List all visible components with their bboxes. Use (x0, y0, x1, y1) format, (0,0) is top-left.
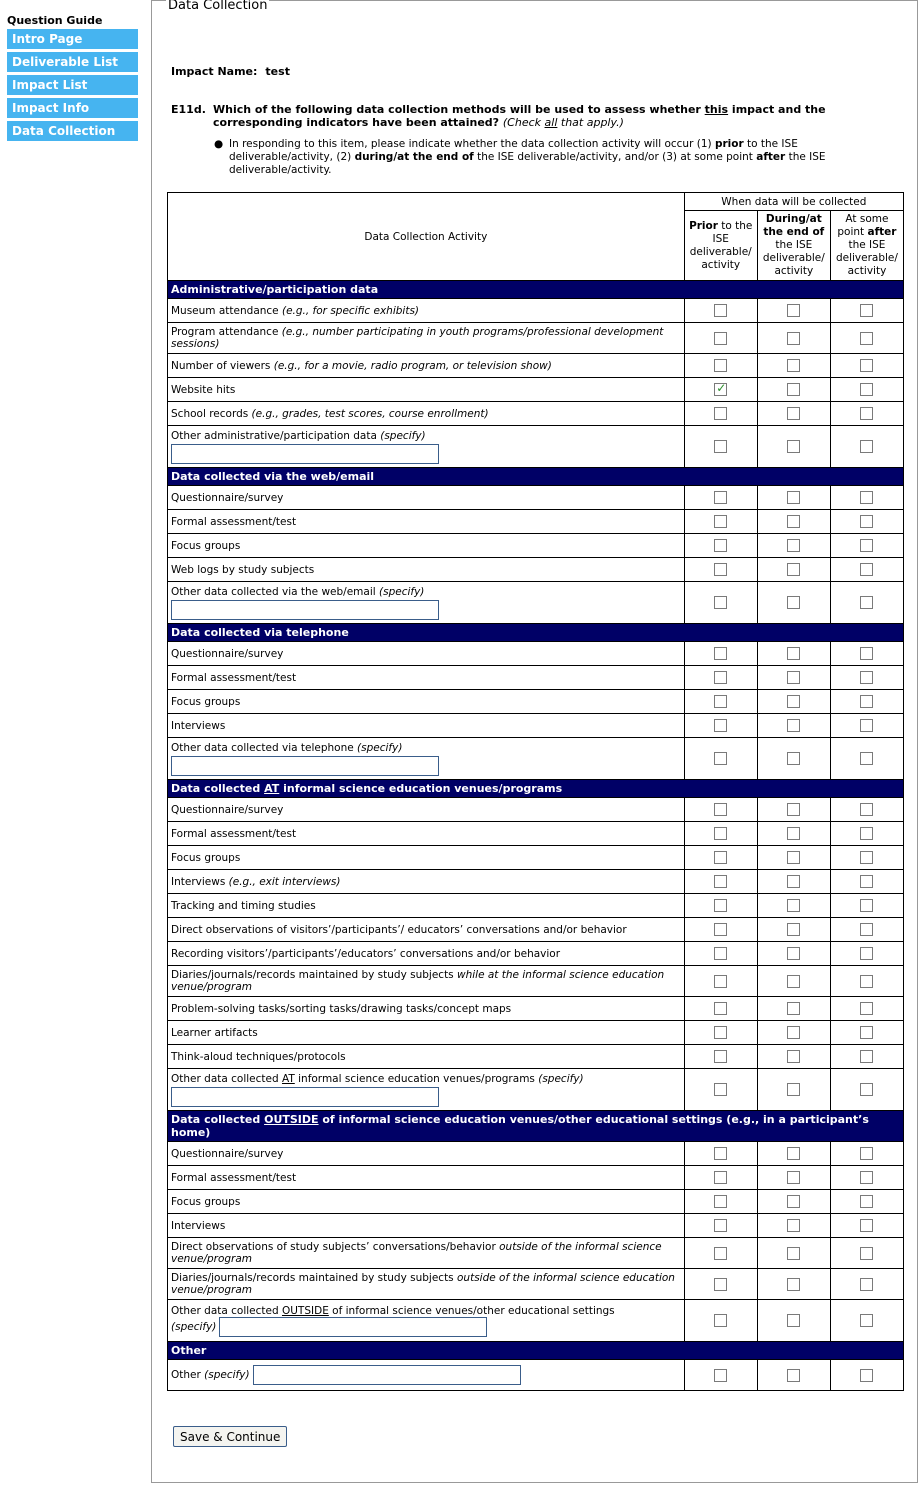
label-main: Other data collected via telephone (171, 741, 358, 754)
section-title-at-venues (168, 780, 904, 798)
prior-checkbox[interactable] (714, 1314, 727, 1327)
prior-checkbox[interactable] (714, 647, 727, 660)
impact-name-value: test (265, 65, 290, 78)
title-post: informal science education venues/programs (279, 782, 563, 795)
question-text-post: impact and the corresponding indicators have been attained? (213, 103, 826, 129)
row-label (168, 299, 685, 323)
label-post: informal science education venues/programs (294, 1072, 539, 1085)
data-collection-table (167, 192, 904, 1391)
during-checkbox[interactable] (787, 1369, 800, 1382)
prior-checkbox[interactable] (714, 947, 727, 960)
label-em: (e.g., for specific exhibits) (281, 304, 420, 317)
title-emphasis: OUTSIDE (264, 1113, 319, 1126)
during-checkbox[interactable] (787, 947, 800, 960)
label-em: (specify) (379, 585, 425, 598)
row-label (168, 1300, 685, 1342)
after-bold: after (867, 226, 897, 238)
prior-rest: to the ISE deliverable/ activity (689, 219, 753, 271)
after-checkbox[interactable] (860, 923, 873, 936)
label-em: (e.g., exit interviews) (228, 875, 341, 888)
during-checkbox[interactable] (787, 719, 800, 732)
row-label (168, 1360, 685, 1391)
prior-checkbox[interactable] (714, 1195, 727, 1208)
prior-checkbox[interactable] (714, 515, 727, 528)
prior-checkbox[interactable] (714, 875, 727, 888)
table-row (168, 666, 904, 690)
during-checkbox[interactable] (787, 875, 800, 888)
bullet-dot-icon: ● (214, 138, 224, 150)
label-em: (e.g., for a movie, radio program, or television show) (273, 359, 552, 372)
after-checkbox[interactable] (860, 671, 873, 684)
table-row (168, 642, 904, 666)
table-row (168, 1238, 904, 1269)
prior-checkbox[interactable] (714, 563, 727, 576)
prior-checkbox[interactable] (714, 1026, 727, 1039)
after-checkbox[interactable] (860, 899, 873, 912)
prior-checkbox[interactable] (714, 1247, 727, 1260)
after-checkbox[interactable] (860, 383, 873, 396)
nav-impact-list[interactable]: Impact List (7, 75, 138, 95)
row-label: Questionnaire/survey (168, 642, 685, 666)
table-row (168, 1021, 904, 1045)
after-checkbox[interactable] (860, 596, 873, 609)
nav-data-collection[interactable]: Data Collection (7, 121, 138, 141)
label-main: Diaries/journals/records maintained by study subjects (171, 969, 457, 981)
during-column-header (757, 211, 830, 281)
row-label: Formal assessment/test (168, 666, 685, 690)
nav-impact-info[interactable]: Impact Info (7, 98, 138, 118)
table-row (168, 714, 904, 738)
table-row (168, 1190, 904, 1214)
section-header-outside-venues (168, 1111, 904, 1142)
after-checkbox[interactable] (860, 1083, 873, 1096)
after-checkbox[interactable] (860, 332, 873, 345)
after-checkbox[interactable] (860, 695, 873, 708)
row-label: Questionnaire/survey (168, 1142, 685, 1166)
row-label (168, 426, 685, 468)
specify-input[interactable] (171, 444, 439, 464)
table-row (168, 426, 904, 468)
instr-bold2: during/at the end of (354, 151, 474, 163)
section-header-other (168, 1342, 904, 1360)
label-em: (e.g., grades, test scores, course enrollment) (251, 407, 489, 420)
row-label: Formal assessment/test (168, 510, 685, 534)
label-pre: Other data collected (171, 1072, 282, 1085)
after-checkbox[interactable] (860, 407, 873, 420)
during-checkbox[interactable] (787, 1147, 800, 1160)
specify-input[interactable] (171, 600, 439, 620)
impact-name (171, 65, 290, 78)
table-row (168, 1214, 904, 1238)
table-row (168, 1069, 904, 1111)
during-checkbox[interactable] (787, 1002, 800, 1015)
row-label (168, 378, 685, 402)
prior-checkbox[interactable] (714, 1369, 727, 1382)
row-label (168, 870, 685, 894)
prior-checkbox[interactable] (714, 304, 727, 317)
section-title-other: Other (168, 1342, 904, 1360)
during-checkbox[interactable] (787, 1219, 800, 1232)
during-checkbox[interactable] (787, 647, 800, 660)
table-row (168, 798, 904, 822)
section-title-web: Data collected via the web/email (168, 468, 904, 486)
after-checkbox[interactable] (860, 752, 873, 765)
label-pre: Other data collected (171, 1304, 282, 1317)
prior-checkbox[interactable] (714, 1278, 727, 1291)
during-checkbox[interactable] (787, 1195, 800, 1208)
row-label: Web logs by study subjects (168, 558, 685, 582)
prior-checkbox[interactable] (714, 1171, 727, 1184)
after-column-header (830, 211, 903, 281)
after-checkbox[interactable] (860, 515, 873, 528)
question-text-emphasis: this (704, 103, 729, 116)
during-bold: During/at the end of (763, 213, 825, 238)
label-em: (e.g., number participating in youth programs/professional development sessions) (171, 326, 664, 350)
after-checkbox[interactable] (860, 440, 873, 453)
label-em: (specify) (171, 1320, 217, 1333)
label-em: while at the informal science education venue/program (171, 969, 665, 993)
row-label: Focus groups (168, 534, 685, 558)
during-checkbox[interactable] (787, 304, 800, 317)
table-row (168, 1166, 904, 1190)
nav-deliverable-list[interactable]: Deliverable List (7, 52, 138, 72)
row-label (168, 738, 685, 780)
during-checkbox[interactable] (787, 596, 800, 609)
row-label (168, 1069, 685, 1111)
after-checkbox[interactable] (860, 1219, 873, 1232)
title-pre: Data collected (171, 1113, 265, 1126)
label-main: Other administrative/participation data (171, 429, 381, 442)
during-checkbox[interactable] (787, 332, 800, 345)
prior-checkbox[interactable] (714, 1083, 727, 1096)
row-label (168, 966, 685, 997)
after-checkbox[interactable] (860, 851, 873, 864)
table-row (168, 690, 904, 714)
row-label: Questionnaire/survey (168, 486, 685, 510)
prior-checkbox[interactable] (714, 491, 727, 504)
during-checkbox[interactable] (787, 1050, 800, 1063)
during-checkbox[interactable] (787, 407, 800, 420)
specify-input[interactable] (219, 1317, 487, 1337)
during-checkbox[interactable] (787, 1247, 800, 1260)
during-checkbox[interactable] (787, 539, 800, 552)
row-label: Direct observations of visitors’/participants’/ educators’ conversations and/or behavior (168, 918, 685, 942)
section-title-admin: Administrative/participation data (168, 281, 904, 299)
during-rest: the ISE deliverable/ activity (762, 239, 825, 277)
during-checkbox[interactable] (787, 899, 800, 912)
table-row (168, 822, 904, 846)
table-row (168, 966, 904, 997)
table-row (168, 1360, 904, 1391)
sidebar-title: Question Guide (7, 14, 103, 27)
label-main: Other data collected via the web/email (171, 585, 380, 598)
note-emphasis: all (544, 116, 558, 129)
row-label: Interviews (168, 1214, 685, 1238)
label-main: Diaries/journals/records maintained by study subjects (171, 1272, 457, 1284)
table-row (168, 1269, 904, 1300)
during-checkbox[interactable] (787, 1083, 800, 1096)
section-header-telephone (168, 624, 904, 642)
label-emphasis: AT (281, 1072, 295, 1085)
prior-checkbox-checked[interactable] (714, 383, 727, 396)
during-checkbox[interactable] (787, 491, 800, 504)
table-row (168, 510, 904, 534)
after-checkbox[interactable] (860, 359, 873, 372)
during-checkbox[interactable] (787, 752, 800, 765)
row-label: Questionnaire/survey (168, 798, 685, 822)
row-label (168, 582, 685, 624)
prior-checkbox[interactable] (714, 899, 727, 912)
label-main: Direct observations of study subjects’ conversations/behavior (171, 1241, 500, 1253)
row-label (168, 1269, 685, 1300)
title-pre: Data collected (171, 782, 265, 795)
during-checkbox[interactable] (787, 515, 800, 528)
after-checkbox[interactable] (860, 539, 873, 552)
table-row (168, 486, 904, 510)
activity-column-header: Data Collection Activity (168, 193, 685, 281)
question-text (213, 103, 901, 129)
label-main: Website hits (171, 383, 236, 396)
row-label (168, 402, 685, 426)
section-header-admin (168, 281, 904, 299)
after-checkbox[interactable] (860, 1369, 873, 1382)
label-main: Program attendance (171, 326, 282, 338)
prior-checkbox[interactable] (714, 407, 727, 420)
row-label: Formal assessment/test (168, 1166, 685, 1190)
label-main: Museum attendance (171, 304, 282, 317)
fieldset-legend: Data Collection (168, 0, 268, 13)
prior-checkbox[interactable] (714, 827, 727, 840)
specify-input[interactable] (171, 756, 439, 776)
prior-checkbox[interactable] (714, 1050, 727, 1063)
prior-checkbox[interactable] (714, 359, 727, 372)
row-label: Recording visitors’/participants’/educators’ conversations and/or behavior (168, 942, 685, 966)
impact-name-label: Impact Name: (171, 65, 258, 78)
during-checkbox[interactable] (787, 923, 800, 936)
prior-checkbox[interactable] (714, 332, 727, 345)
label-em: outside of the informal science education venue/program (171, 1272, 675, 1296)
during-checkbox[interactable] (787, 563, 800, 576)
prior-checkbox[interactable] (714, 752, 727, 765)
section-title-outside-venues (168, 1111, 904, 1142)
table-row (168, 1300, 904, 1342)
after-checkbox[interactable] (860, 803, 873, 816)
during-checkbox[interactable] (787, 359, 800, 372)
row-label: Think-aloud techniques/protocols (168, 1045, 685, 1069)
prior-checkbox[interactable] (714, 440, 727, 453)
instr-part2: to the ISE deliverable/activity, (2) (229, 138, 798, 163)
row-label (168, 354, 685, 378)
prior-checkbox[interactable] (714, 719, 727, 732)
during-checkbox[interactable] (787, 383, 800, 396)
row-label: Focus groups (168, 1190, 685, 1214)
instr-part3: the ISE deliverable/activity, and/or (3) at some point (473, 151, 757, 163)
prior-bold: Prior (689, 219, 718, 232)
table-row (168, 534, 904, 558)
save-continue-button[interactable]: Save & Continue (173, 1426, 287, 1447)
after-checkbox[interactable] (860, 1278, 873, 1291)
after-checkbox[interactable] (860, 975, 873, 988)
after-checkbox[interactable] (860, 1247, 873, 1260)
during-checkbox[interactable] (787, 851, 800, 864)
table-row (168, 402, 904, 426)
nav-intro-page[interactable]: Intro Page (7, 29, 138, 49)
table-row (168, 918, 904, 942)
label-em: (specify) (380, 429, 426, 442)
after-checkbox[interactable] (860, 563, 873, 576)
row-label: Focus groups (168, 690, 685, 714)
table-row (168, 942, 904, 966)
table-row (168, 738, 904, 780)
prior-checkbox[interactable] (714, 975, 727, 988)
instruction-bullet (214, 138, 904, 177)
after-checkbox[interactable] (860, 1147, 873, 1160)
after-checkbox[interactable] (860, 1050, 873, 1063)
table-row (168, 846, 904, 870)
when-collected-header: When data will be collected (684, 193, 903, 211)
prior-checkbox[interactable] (714, 851, 727, 864)
after-checkbox[interactable] (860, 491, 873, 504)
row-label: Interviews (168, 714, 685, 738)
section-header-web (168, 468, 904, 486)
prior-checkbox[interactable] (714, 923, 727, 936)
table-row (168, 558, 904, 582)
question-e11d (171, 103, 901, 129)
row-label: Formal assessment/test (168, 822, 685, 846)
prior-checkbox[interactable] (714, 1147, 727, 1160)
after-checkbox[interactable] (860, 947, 873, 960)
after-checkbox[interactable] (860, 1314, 873, 1327)
after-pre: At some point (837, 213, 889, 238)
title-emphasis: AT (264, 782, 280, 795)
table-row (168, 582, 904, 624)
instruction-text (229, 138, 904, 177)
specify-input[interactable] (171, 1087, 439, 1107)
title-post: of informal science education venues/other educational settings (e.g., in a participant’s home) (171, 1113, 869, 1139)
table-row (168, 323, 904, 354)
section-header-at-venues (168, 780, 904, 798)
during-checkbox[interactable] (787, 1171, 800, 1184)
label-em: (specify) (204, 1369, 250, 1381)
table-row (168, 1142, 904, 1166)
row-label: Problem-solving tasks/sorting tasks/drawing tasks/concept maps (168, 997, 685, 1021)
table-row (168, 299, 904, 323)
instr-part4: the ISE deliverable/activity. (229, 151, 826, 176)
after-checkbox[interactable] (860, 647, 873, 660)
instr-bold1: prior (714, 138, 744, 150)
after-rest: the ISE deliverable/ activity (835, 239, 898, 277)
after-checkbox[interactable] (860, 1002, 873, 1015)
label-post: of informal science venues/other educational settings (328, 1304, 615, 1317)
during-checkbox[interactable] (787, 975, 800, 988)
prior-checkbox[interactable] (714, 596, 727, 609)
prior-checkbox[interactable] (714, 695, 727, 708)
table-row (168, 894, 904, 918)
prior-checkbox[interactable] (714, 539, 727, 552)
prior-checkbox[interactable] (714, 803, 727, 816)
label-main: Number of viewers (171, 359, 274, 372)
row-label: Tracking and timing studies (168, 894, 685, 918)
after-checkbox[interactable] (860, 1171, 873, 1184)
prior-checkbox[interactable] (714, 1002, 727, 1015)
specify-input[interactable] (253, 1365, 521, 1385)
label-main: School records (171, 407, 252, 420)
after-checkbox[interactable] (860, 827, 873, 840)
during-checkbox[interactable] (787, 803, 800, 816)
label-em: outside of the informal science venue/program (171, 1241, 662, 1265)
during-checkbox[interactable] (787, 1026, 800, 1039)
table-row (168, 870, 904, 894)
after-checkbox[interactable] (860, 1026, 873, 1039)
section-title-telephone: Data collected via telephone (168, 624, 904, 642)
after-checkbox[interactable] (860, 719, 873, 732)
table-row (168, 354, 904, 378)
table-row (168, 378, 904, 402)
label-em: (specify) (538, 1072, 584, 1085)
table-row (168, 997, 904, 1021)
note-post: that apply.) (557, 116, 624, 129)
note-pre: (Check (502, 116, 545, 129)
prior-column-header (684, 211, 757, 281)
during-checkbox[interactable] (787, 1314, 800, 1327)
question-guide-sidebar (7, 14, 138, 144)
after-checkbox[interactable] (860, 1195, 873, 1208)
question-text-pre: Which of the following data collection methods will be used to assess whether (213, 103, 705, 116)
label-em: (specify) (357, 741, 403, 754)
instr-bold3: after (756, 151, 786, 163)
during-checkbox[interactable] (787, 440, 800, 453)
table-row (168, 1045, 904, 1069)
during-checkbox[interactable] (787, 827, 800, 840)
question-number: E11d. (171, 103, 206, 116)
after-checkbox[interactable] (860, 304, 873, 317)
label-emphasis: OUTSIDE (281, 1304, 329, 1317)
table-header-row (168, 193, 904, 211)
after-checkbox[interactable] (860, 875, 873, 888)
row-label (168, 1238, 685, 1269)
during-checkbox[interactable] (787, 1278, 800, 1291)
row-label (168, 323, 685, 354)
label-main: Other (171, 1369, 205, 1381)
prior-checkbox[interactable] (714, 671, 727, 684)
row-label: Focus groups (168, 846, 685, 870)
row-label: Learner artifacts (168, 1021, 685, 1045)
during-checkbox[interactable] (787, 695, 800, 708)
during-checkbox[interactable] (787, 671, 800, 684)
prior-checkbox[interactable] (714, 1219, 727, 1232)
label-main: Interviews (171, 875, 229, 888)
instr-part1: In responding to this item, please indicate whether the data collection activity will occur (1) (229, 138, 715, 150)
question-note (503, 116, 624, 129)
